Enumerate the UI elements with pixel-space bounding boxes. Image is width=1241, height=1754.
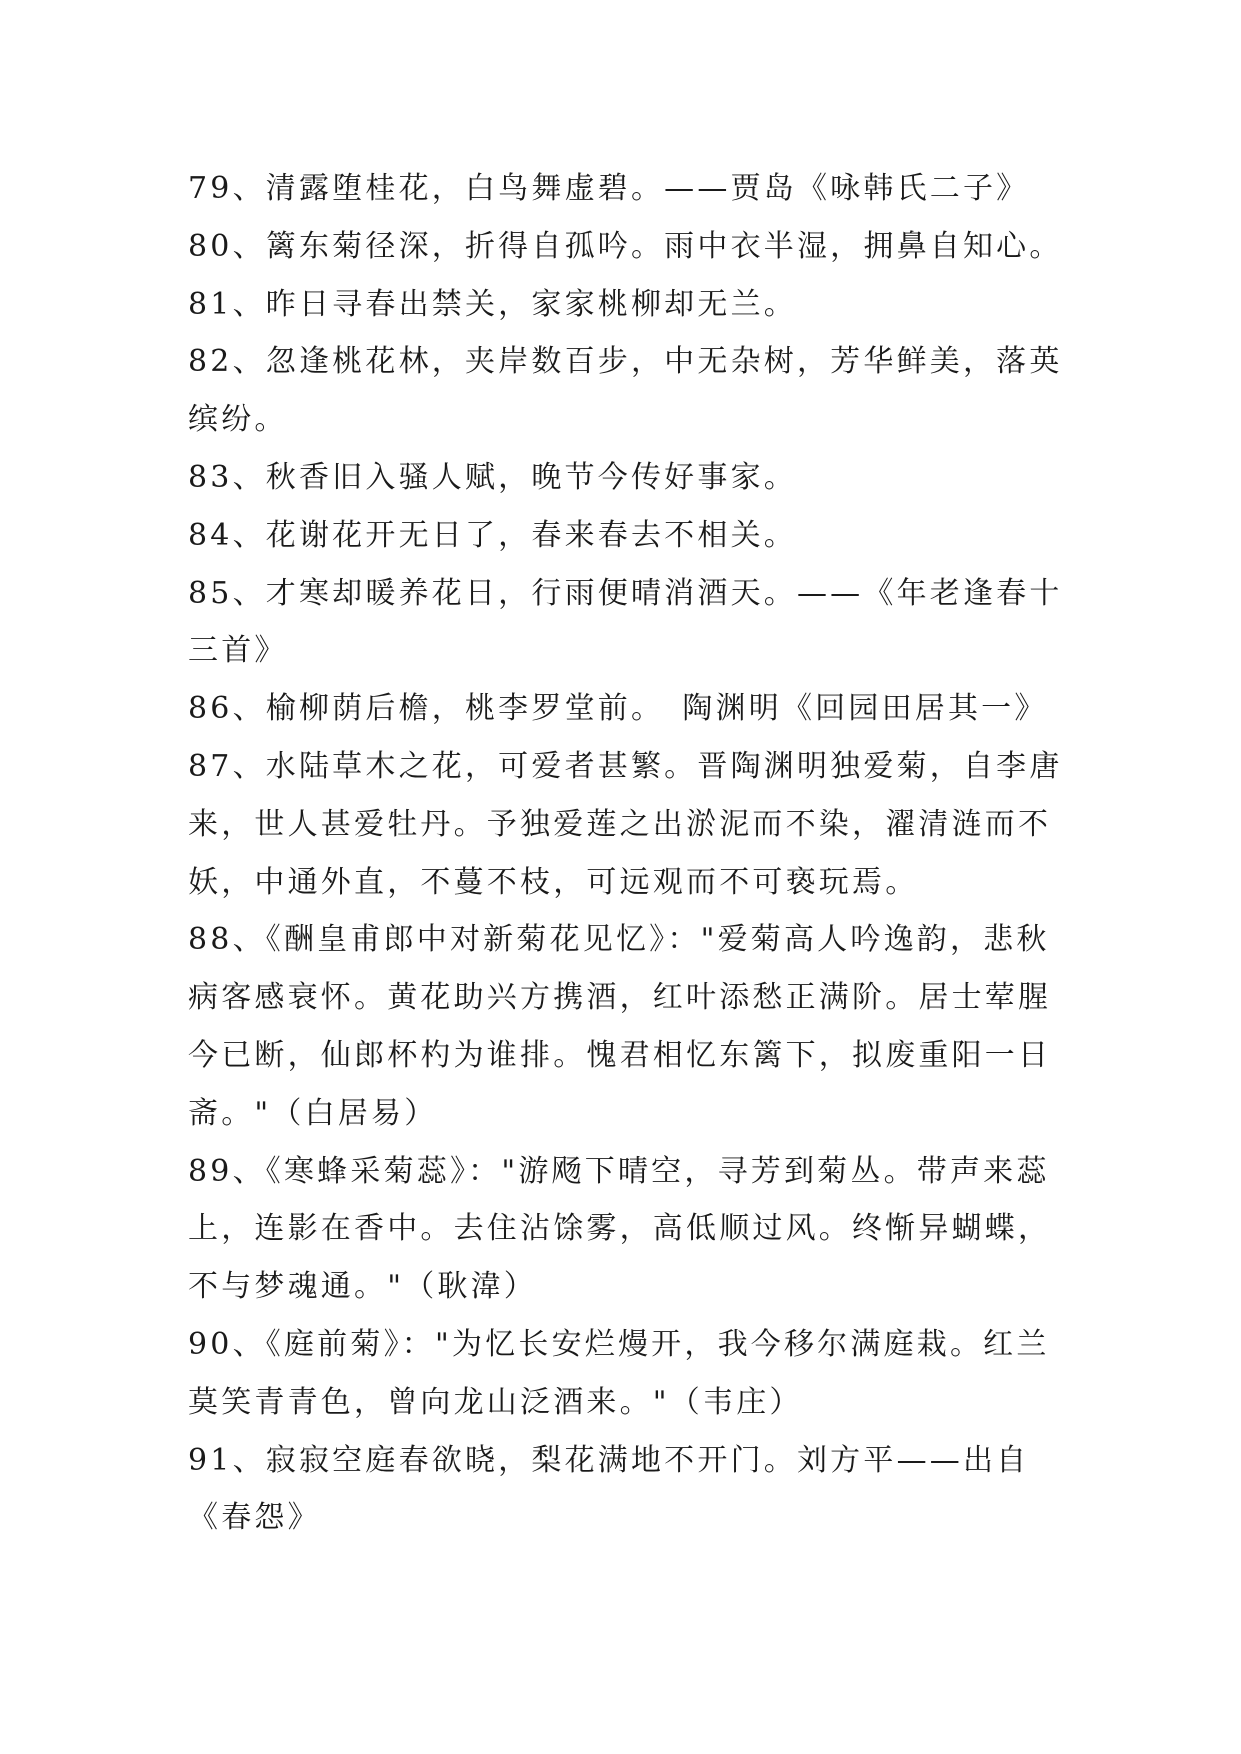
text-line: 斋。"（白居易） [188,1095,438,1131]
text-line: 82、忽逢桃花林，夹岸数百步，中无杂树，芳华鲜美，落英 [188,344,1063,380]
text-line: 81、昨日寻春出禁关，家家桃柳却无兰。 [188,286,797,322]
text-line: 莫笑青青色，曾向龙山泛酒来。"（韦庄） [188,1384,803,1420]
poem-list [188,160,1088,1547]
text-line: 84、花谢花开无日了，春来春去不相关。 [188,517,797,553]
text-line: 来，世人甚爱牡丹。予独爱莲之出淤泥而不染，濯清涟而不 [188,806,1052,842]
text-line: 上，连影在香中。去住沾馀雾，高低顺过风。终惭异蝴蝶， [188,1211,1052,1247]
text-line: 86、榆柳荫后檐，桃李罗堂前。 陶渊明《回园田居其一》 [188,691,1048,727]
text-line: 89、《寒蜂采菊蕊》："游飏下晴空，寻芳到菊丛。带声来蕊 [188,1153,1050,1189]
text-line: 83、秋香旧入骚人赋，晚节今传好事家。 [188,459,797,495]
text-line: 缤纷。 [188,402,288,438]
text-line: 今已断，仙郎杯杓为谁排。愧君相忆东篱下，拟废重阳一日 [188,1037,1052,1073]
text-line: 不与梦魂通。"（耿湋） [188,1269,537,1305]
text-line: 91、寂寂空庭春欲晓，梨花满地不开门。刘方平——出自 [188,1442,1030,1478]
text-line: 87、水陆草木之花，可爱者甚繁。晋陶渊明独爱菊，自李唐 [188,748,1063,784]
text-line: 79、清露堕桂花，白鸟舞虚碧。——贾岛《咏韩氏二子》 [188,171,1030,206]
text-line: 90、《庭前菊》："为忆长安烂熳开，我今移尔满庭栽。红兰 [188,1326,1050,1362]
text-line: 85、才寒却暖养花日，行雨便晴消酒天。——《年老逢春十 [188,575,1063,611]
text-line: 88、《酬皇甫郎中对新菊花见忆》："爱菊高人吟逸韵，悲秋 [188,922,1050,958]
text-line: 80、篱东菊径深，折得自孤吟。雨中衣半湿，拥鼻自知心。 [188,228,1063,264]
text-line: 《春怨》 [188,1500,321,1536]
text-line: 三首》 [188,633,288,669]
text-line: 妖，中通外直，不蔓不枝，可远观而不可亵玩焉。 [188,864,919,900]
text-line: 病客感衰怀。黄花助兴方携酒，红叶添愁正满阶。居士荤腥 [188,980,1052,1016]
